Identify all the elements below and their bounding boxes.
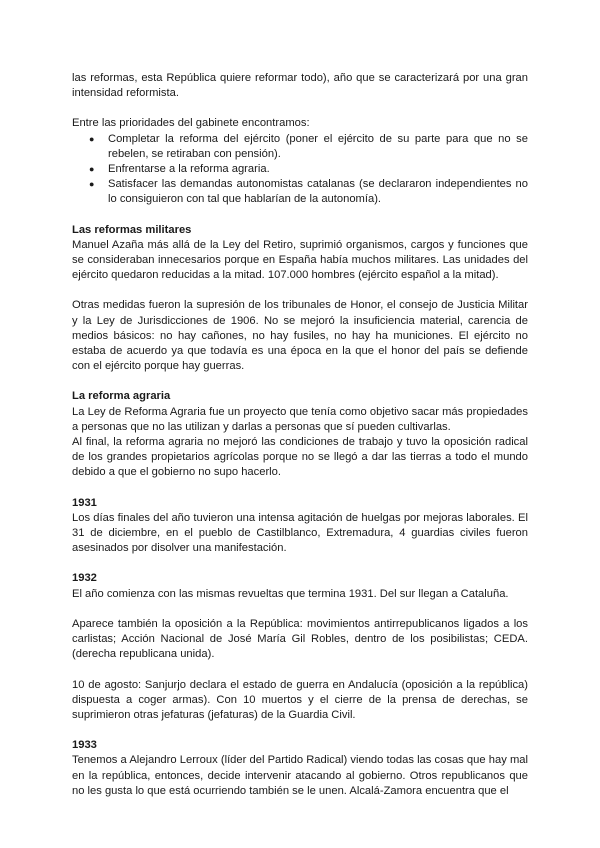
section-heading-agrarian: La reforma agraria [72,390,171,403]
priorities-lead: Entre las prioridades del gabinete encontramos: [72,117,310,130]
military-paragraph-1: Manuel Azaña más allá de la Ley del Retiro, suprimió organismos, cargos y funciones que se consideraban innecesarios porque en España había muchos militares. Las unidades del ejército quedaron reducidas a la mitad. 107.000 hombres (ejército español a la mitad). [72,238,528,282]
section-heading-1932: 1932 [72,572,97,585]
list-item: ● Completar la reforma del ejército (poner el ejército de su parte para que no se rebelen, se retiraban con pensión). [72,132,528,162]
intro-paragraph: las reformas, esta República quiere reformar todo), año que se caracterizará por una gran intensidad reformista. [72,72,528,100]
year-1933-paragraph: Tenemos a Alejandro Lerroux (líder del Partido Radical) viendo todas las cosas que hay mal en la república, entonces, decide intervenir atacando al gobierno. Otros republicanos que no les gusta lo que está ocurriendo también se le unen. Alcalá-Zamora encuentra que el [72,754,528,797]
document-body [72,71,528,799]
year-1931-paragraph: Los días finales del año tuvieron una intensa agitación de huelgas por mejoras laborales. El 31 de diciembre, en el pueblo de Castilblanco, Extremadura, 4 guardias civiles fueron asesinados por disolver una manifestación. [72,511,528,555]
section-heading-1933: 1933 [72,739,97,752]
year-1932-paragraph-3: 10 de agosto: Sanjurjo declara el estado de guerra en Andalucía (oposición a la república) dispuesta a coger armas). Con 10 muertos y el cierre de la prensa de derechas, se suprimieron otras jefaturas (jefaturas) de la Guardia Civil. [72,678,528,721]
section-heading-1931: 1931 [72,496,97,509]
year-1932-paragraph-1: El año comienza con las mismas revueltas que termina 1931. Del sur llegan a Cataluña. [72,587,509,600]
priorities-list [72,132,528,208]
year-1932-paragraph-2: Aparece también la oposición a la República: movimientos antirrepublicanos ligados a los carlistas; Acción Nacional de José María Gil Robles, dentro de los posibilistas; CEDA. (derecha republicana unida). [72,617,528,661]
section-heading-military: Las reformas militares [72,223,192,236]
list-item: ● Satisfacer las demandas autonomistas catalanas (se declararon independientes no lo consiguieron con tal que hablarían de la autonomía). [72,177,528,207]
agrarian-paragraph-2: Al final, la reforma agraria no mejoró las condiciones de trabajo y tuvo la oposición radical de los grandes propietarios agrícolas porque no se llegó a dar las tierras a todo el mundo debido a que el gobierno no supo hacerlo. [72,436,528,479]
agrarian-paragraph-1: La Ley de Reforma Agraria fue un proyecto que tenía como objetivo sacar más propiedades a personas que no las utilizan y darlas a personas que sí pueden cultivarlas. [72,405,528,433]
military-paragraph-2: Otras medidas fueron la supresión de los tribunales de Honor, el consejo de Justicia Militar y la Ley de Jurisdicciones de 1906. No se mejoró la insuficiencia material, carencia de medios básicos: no hay cañones, no hay fusiles, no hay ha municiones. El ejército no estaba de acuerdo ya que todavía es una época en la que el honor del país se defiende con el ejército porque hay guerras. [72,299,528,373]
list-item: ● Enfrentarse a la reforma agraria. [72,162,528,177]
